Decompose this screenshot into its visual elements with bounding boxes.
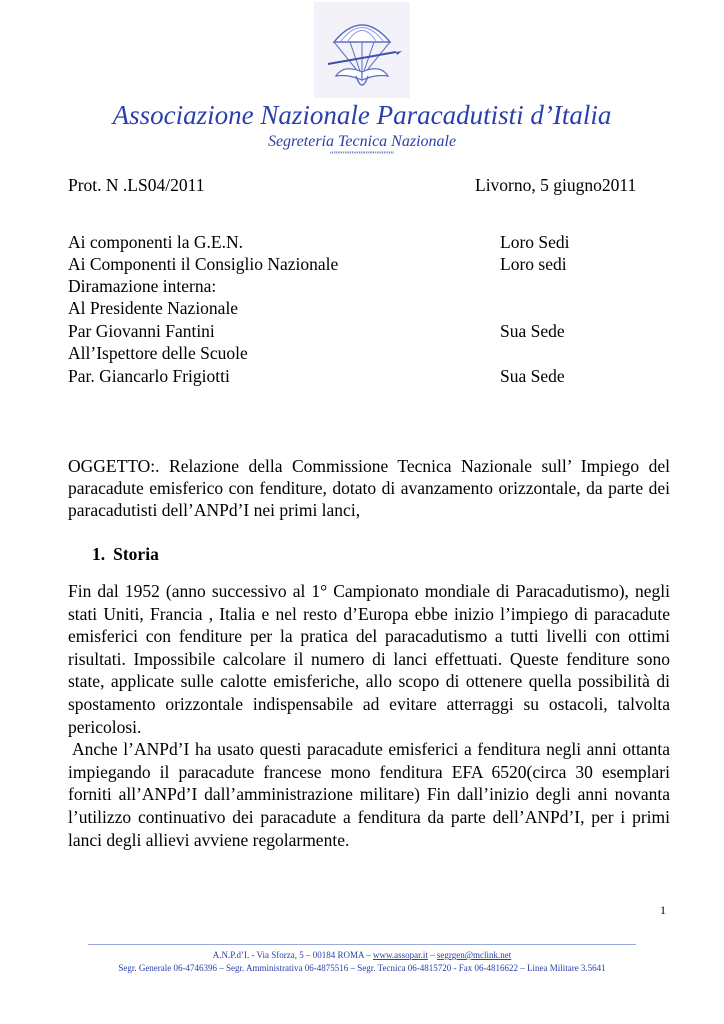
paratrooper-wings-parachute-icon xyxy=(314,2,410,98)
organization-subtitle: Segreteria Tecnica Nazionale xyxy=(267,133,457,150)
paragraph: Anche l’ANPd’I ha usato questi paracadute emisferici a fenditura negli anni ottanta impiegando il paracadute francese mono fenditura EFA 6520(circa 30 esemplari forniti all’ANPd’I dall’amministrazione militare) Fin dall’inizio degli anni novanta l’utilizzo continuativo dei paracadute a fenditura da parte dell’ANPd’I, per i primi lanci degli allievi avviene regolarmente. xyxy=(68,739,670,850)
email-link[interactable]: segrgen@mclink.net xyxy=(436,950,512,960)
recipient-location: Sua Sede xyxy=(500,321,565,341)
section-number: 1. xyxy=(92,544,106,564)
footer-address: A.N.P.d’I. - Via Sforza, 5 – 00184 ROMA – xyxy=(212,950,373,960)
footer-phone-line: Segr. Generale 06-4746396 – Segr. Amministrativa 06-4875516 – Segr. Tecnica 06-4815720 - Fax 06-4816622 – Linea Militare 3.5641 xyxy=(118,963,606,973)
decorative-separator: “””””””””””””””””” xyxy=(330,150,394,159)
paragraph: Fin dal 1952 (anno successivo al 1° Campionato mondiale di Paracadutismo), negli stati Uniti, Francia , Italia e nel resto d’Europa ebbe inizio l’impiego di paracadute emisferici con fenditure per la pratica del paracadutismo a tutti livelli con ottimi risultati. Impossibile calcolare il numero di lanci effettuati. Queste fenditure sono state, applicate sulle calotte emisferiche, allo scopo di ottenere quella possibilità di spostamento orizzontale indispensabile ad evitare atterraggi su ostacoli, talvolta pericolosi. xyxy=(68,581,670,737)
recipient-name: Par. Giancarlo Frigiotti xyxy=(68,366,230,386)
body-text xyxy=(68,580,670,851)
recipient-name: All’Ispettore delle Scuole xyxy=(68,343,248,363)
footer-divider xyxy=(88,944,636,945)
recipient-name: Al Presidente Nazionale xyxy=(68,298,239,318)
letter-subject: OGGETTO:. Relazione della Commissione Tecnica Nazionale sull’ Impiego del paracadute emisferico con fenditure, dotato di avanzamento orizzontale, da parte dei paracadutisti dell’ANPd’I nei primi lanci, xyxy=(68,456,670,520)
recipient-name: Diramazione interna: xyxy=(68,276,217,296)
recipient-location: Loro Sedi xyxy=(500,232,570,252)
recipient-location: Sua Sede xyxy=(500,366,565,386)
footer-separator: – xyxy=(427,950,437,960)
section-heading xyxy=(92,543,159,565)
recipient-name: Ai Componenti il Consiglio Nazionale xyxy=(68,254,339,274)
protocol-number: Prot. N .LS04/2011 xyxy=(68,175,205,195)
organization-name: Associazione Nazionale Paracadutisti d’Italia xyxy=(112,100,612,130)
recipient-name: Par Giovanni Fantini xyxy=(68,321,215,341)
section-title: Storia xyxy=(113,544,159,564)
page-number: 1 xyxy=(660,903,666,917)
recipient-name: Ai componenti la G.E.N. xyxy=(68,232,243,252)
footer-address-line xyxy=(0,950,724,961)
website-link[interactable]: www.assopar.it xyxy=(373,950,428,960)
recipient-location: Loro sedi xyxy=(500,254,567,274)
place-and-date: Livorno, 5 giugno2011 xyxy=(475,175,637,195)
